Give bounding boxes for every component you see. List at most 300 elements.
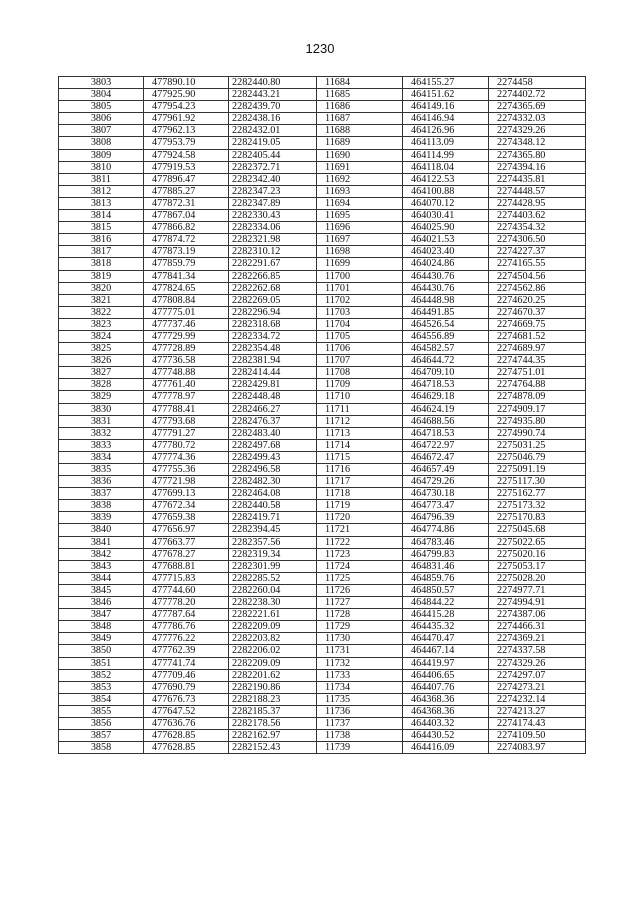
y-coordinate-right-cell: 2274365.80 <box>489 149 586 161</box>
table-row <box>59 149 586 161</box>
y-coordinate-left-cell: 2282291.67 <box>229 258 317 270</box>
point-id-right-cell: 11736 <box>317 705 403 717</box>
y-coordinate-left-cell: 2282466.27 <box>229 403 317 415</box>
table-row <box>59 633 586 645</box>
x-coordinate-right-cell: 464796.39 <box>403 512 489 524</box>
y-coordinate-left-cell: 2282464.08 <box>229 488 317 500</box>
table-row <box>59 246 586 258</box>
point-id-right-cell: 11726 <box>317 584 403 596</box>
point-id-right-cell: 11710 <box>317 391 403 403</box>
table-row <box>59 584 586 596</box>
x-coordinate-right-cell: 464467.14 <box>403 645 489 657</box>
table-row <box>59 548 586 560</box>
x-coordinate-left-cell: 477709.46 <box>144 669 229 681</box>
x-coordinate-left-cell: 477954.23 <box>144 101 229 113</box>
x-coordinate-right-cell: 464114.99 <box>403 149 489 161</box>
table-row <box>59 113 586 125</box>
x-coordinate-right-cell: 464783.46 <box>403 536 489 548</box>
point-id-right-cell: 11690 <box>317 149 403 161</box>
y-coordinate-right-cell: 2274213.27 <box>489 705 586 717</box>
point-id-left-cell: 3823 <box>59 318 144 330</box>
point-id-left-cell: 3835 <box>59 464 144 476</box>
y-coordinate-left-cell: 2282301.99 <box>229 560 317 572</box>
y-coordinate-left-cell: 2282190.86 <box>229 681 317 693</box>
y-coordinate-left-cell: 2282439.70 <box>229 101 317 113</box>
x-coordinate-left-cell: 477874.72 <box>144 234 229 246</box>
x-coordinate-right-cell: 464113.09 <box>403 137 489 149</box>
point-id-left-cell: 3832 <box>59 427 144 439</box>
table-row <box>59 657 586 669</box>
table-row <box>59 693 586 705</box>
x-coordinate-left-cell: 477924.58 <box>144 149 229 161</box>
y-coordinate-right-cell: 2275173.32 <box>489 500 586 512</box>
y-coordinate-right-cell: 2275022.65 <box>489 536 586 548</box>
y-coordinate-right-cell: 2274297.07 <box>489 669 586 681</box>
y-coordinate-left-cell: 2282203.82 <box>229 633 317 645</box>
y-coordinate-right-cell: 2274227.37 <box>489 246 586 258</box>
x-coordinate-right-cell: 464023.40 <box>403 246 489 258</box>
table-row <box>59 669 586 681</box>
x-coordinate-left-cell: 477688.81 <box>144 560 229 572</box>
x-coordinate-right-cell: 464151.62 <box>403 89 489 101</box>
table-row <box>59 222 586 234</box>
point-id-left-cell: 3824 <box>59 330 144 342</box>
table-row <box>59 742 586 754</box>
point-id-left-cell: 3846 <box>59 597 144 609</box>
y-coordinate-right-cell: 2274329.26 <box>489 125 586 137</box>
y-coordinate-left-cell: 2282499.43 <box>229 451 317 463</box>
table-row <box>59 234 586 246</box>
x-coordinate-right-cell: 464122.53 <box>403 173 489 185</box>
table-row <box>59 524 586 536</box>
x-coordinate-right-cell: 464582.57 <box>403 343 489 355</box>
y-coordinate-right-cell: 2274354.32 <box>489 222 586 234</box>
x-coordinate-left-cell: 477729.99 <box>144 330 229 342</box>
table-row <box>59 379 586 391</box>
x-coordinate-right-cell: 464629.18 <box>403 391 489 403</box>
y-coordinate-left-cell: 2282347.23 <box>229 185 317 197</box>
y-coordinate-left-cell: 2282432.01 <box>229 125 317 137</box>
x-coordinate-left-cell: 477780.72 <box>144 439 229 451</box>
point-id-right-cell: 11734 <box>317 681 403 693</box>
point-id-right-cell: 11727 <box>317 597 403 609</box>
y-coordinate-left-cell: 2282185.37 <box>229 705 317 717</box>
y-coordinate-right-cell: 2274365.69 <box>489 101 586 113</box>
x-coordinate-right-cell: 464709.10 <box>403 367 489 379</box>
point-id-left-cell: 3845 <box>59 584 144 596</box>
table-row <box>59 125 586 137</box>
y-coordinate-right-cell: 2274337.58 <box>489 645 586 657</box>
x-coordinate-left-cell: 477824.65 <box>144 282 229 294</box>
x-coordinate-right-cell: 464368.36 <box>403 705 489 717</box>
point-id-left-cell: 3825 <box>59 343 144 355</box>
point-id-left-cell: 3822 <box>59 306 144 318</box>
table-row <box>59 476 586 488</box>
point-id-right-cell: 11712 <box>317 415 403 427</box>
table-row <box>59 89 586 101</box>
point-id-left-cell: 3849 <box>59 633 144 645</box>
point-id-left-cell: 3816 <box>59 234 144 246</box>
y-coordinate-left-cell: 2282414.44 <box>229 367 317 379</box>
y-coordinate-right-cell: 2275028.20 <box>489 572 586 584</box>
y-coordinate-right-cell: 2274458 <box>489 77 586 89</box>
table-row <box>59 330 586 342</box>
x-coordinate-left-cell: 477776.22 <box>144 633 229 645</box>
y-coordinate-right-cell: 2274977.71 <box>489 584 586 596</box>
y-coordinate-left-cell: 2282372.71 <box>229 161 317 173</box>
table-row <box>59 258 586 270</box>
x-coordinate-left-cell: 477791.27 <box>144 427 229 439</box>
point-id-left-cell: 3847 <box>59 609 144 621</box>
table-row <box>59 681 586 693</box>
table-row <box>59 500 586 512</box>
y-coordinate-right-cell: 2274620.25 <box>489 294 586 306</box>
table-row <box>59 609 586 621</box>
table-row <box>59 415 586 427</box>
point-id-right-cell: 11719 <box>317 500 403 512</box>
point-id-right-cell: 11716 <box>317 464 403 476</box>
x-coordinate-left-cell: 477721.98 <box>144 476 229 488</box>
point-id-right-cell: 11694 <box>317 197 403 209</box>
x-coordinate-right-cell: 464799.83 <box>403 548 489 560</box>
point-id-right-cell: 11709 <box>317 379 403 391</box>
y-coordinate-left-cell: 2282152.43 <box>229 742 317 754</box>
x-coordinate-left-cell: 477647.52 <box>144 705 229 717</box>
y-coordinate-right-cell: 2274681.52 <box>489 330 586 342</box>
x-coordinate-right-cell: 464774.86 <box>403 524 489 536</box>
point-id-right-cell: 11704 <box>317 318 403 330</box>
y-coordinate-right-cell: 2274670.37 <box>489 306 586 318</box>
point-id-right-cell: 11701 <box>317 282 403 294</box>
x-coordinate-right-cell: 464406.65 <box>403 669 489 681</box>
x-coordinate-left-cell: 477636.76 <box>144 717 229 729</box>
point-id-left-cell: 3808 <box>59 137 144 149</box>
x-coordinate-left-cell: 477962.13 <box>144 125 229 137</box>
y-coordinate-left-cell: 2282266.85 <box>229 270 317 282</box>
x-coordinate-right-cell: 464430.76 <box>403 282 489 294</box>
table-row <box>59 717 586 729</box>
x-coordinate-right-cell: 464722.97 <box>403 439 489 451</box>
y-coordinate-right-cell: 2274562.86 <box>489 282 586 294</box>
x-coordinate-right-cell: 464155.27 <box>403 77 489 89</box>
point-id-right-cell: 11703 <box>317 306 403 318</box>
y-coordinate-left-cell: 2282201.62 <box>229 669 317 681</box>
point-id-right-cell: 11702 <box>317 294 403 306</box>
x-coordinate-left-cell: 477787.64 <box>144 609 229 621</box>
point-id-left-cell: 3804 <box>59 89 144 101</box>
point-id-right-cell: 11708 <box>317 367 403 379</box>
y-coordinate-right-cell: 2274403.62 <box>489 210 586 222</box>
x-coordinate-left-cell: 477744.60 <box>144 584 229 596</box>
x-coordinate-right-cell: 464430.52 <box>403 730 489 742</box>
y-coordinate-right-cell: 2274332.03 <box>489 113 586 125</box>
x-coordinate-left-cell: 477659.38 <box>144 512 229 524</box>
table-row <box>59 77 586 89</box>
y-coordinate-left-cell: 2282440.58 <box>229 500 317 512</box>
y-coordinate-right-cell: 2274174.43 <box>489 717 586 729</box>
x-coordinate-right-cell: 464403.32 <box>403 717 489 729</box>
table-row <box>59 343 586 355</box>
point-id-right-cell: 11737 <box>317 717 403 729</box>
y-coordinate-left-cell: 2282188.23 <box>229 693 317 705</box>
point-id-right-cell: 11691 <box>317 161 403 173</box>
x-coordinate-left-cell: 477737.46 <box>144 318 229 330</box>
point-id-left-cell: 3820 <box>59 282 144 294</box>
y-coordinate-right-cell: 2274935.80 <box>489 415 586 427</box>
point-id-right-cell: 11733 <box>317 669 403 681</box>
x-coordinate-right-cell: 464773.47 <box>403 500 489 512</box>
x-coordinate-left-cell: 477778.20 <box>144 597 229 609</box>
point-id-left-cell: 3856 <box>59 717 144 729</box>
y-coordinate-left-cell: 2282381.94 <box>229 355 317 367</box>
coordinate-table <box>58 76 586 754</box>
x-coordinate-left-cell: 477741.74 <box>144 657 229 669</box>
table-row <box>59 161 586 173</box>
point-id-left-cell: 3844 <box>59 572 144 584</box>
point-id-left-cell: 3821 <box>59 294 144 306</box>
table-row <box>59 101 586 113</box>
point-id-left-cell: 3848 <box>59 621 144 633</box>
y-coordinate-right-cell: 2274448.57 <box>489 185 586 197</box>
y-coordinate-left-cell: 2282321.98 <box>229 234 317 246</box>
point-id-left-cell: 3851 <box>59 657 144 669</box>
y-coordinate-left-cell: 2282419.05 <box>229 137 317 149</box>
y-coordinate-right-cell: 2275053.17 <box>489 560 586 572</box>
y-coordinate-left-cell: 2282310.12 <box>229 246 317 258</box>
y-coordinate-left-cell: 2282405.44 <box>229 149 317 161</box>
x-coordinate-left-cell: 477778.97 <box>144 391 229 403</box>
y-coordinate-right-cell: 2274394.16 <box>489 161 586 173</box>
x-coordinate-right-cell: 464672.47 <box>403 451 489 463</box>
point-id-left-cell: 3836 <box>59 476 144 488</box>
y-coordinate-left-cell: 2282269.05 <box>229 294 317 306</box>
x-coordinate-left-cell: 477656.97 <box>144 524 229 536</box>
point-id-right-cell: 11724 <box>317 560 403 572</box>
point-id-left-cell: 3803 <box>59 77 144 89</box>
point-id-right-cell: 11723 <box>317 548 403 560</box>
point-id-right-cell: 11689 <box>317 137 403 149</box>
x-coordinate-right-cell: 464850.57 <box>403 584 489 596</box>
point-id-left-cell: 3806 <box>59 113 144 125</box>
x-coordinate-left-cell: 477628.85 <box>144 742 229 754</box>
point-id-left-cell: 3833 <box>59 439 144 451</box>
x-coordinate-left-cell: 477873.19 <box>144 246 229 258</box>
point-id-left-cell: 3805 <box>59 101 144 113</box>
y-coordinate-left-cell: 2282296.94 <box>229 306 317 318</box>
x-coordinate-left-cell: 477690.79 <box>144 681 229 693</box>
x-coordinate-left-cell: 477672.34 <box>144 500 229 512</box>
x-coordinate-right-cell: 464718.53 <box>403 379 489 391</box>
point-id-left-cell: 3827 <box>59 367 144 379</box>
y-coordinate-right-cell: 2274751.01 <box>489 367 586 379</box>
point-id-right-cell: 11697 <box>317 234 403 246</box>
table-row <box>59 391 586 403</box>
y-coordinate-right-cell: 2275020.16 <box>489 548 586 560</box>
point-id-right-cell: 11730 <box>317 633 403 645</box>
y-coordinate-left-cell: 2282394.45 <box>229 524 317 536</box>
point-id-left-cell: 3841 <box>59 536 144 548</box>
y-coordinate-left-cell: 2282162.97 <box>229 730 317 742</box>
x-coordinate-left-cell: 477953.79 <box>144 137 229 149</box>
y-coordinate-right-cell: 2274273.21 <box>489 681 586 693</box>
x-coordinate-right-cell: 464556.89 <box>403 330 489 342</box>
x-coordinate-right-cell: 464859.76 <box>403 572 489 584</box>
x-coordinate-left-cell: 477775.01 <box>144 306 229 318</box>
y-coordinate-right-cell: 2275117.30 <box>489 476 586 488</box>
x-coordinate-left-cell: 477919.53 <box>144 161 229 173</box>
point-id-left-cell: 3842 <box>59 548 144 560</box>
y-coordinate-left-cell: 2282206.02 <box>229 645 317 657</box>
y-coordinate-right-cell: 2274329.26 <box>489 657 586 669</box>
y-coordinate-right-cell: 2275045.68 <box>489 524 586 536</box>
y-coordinate-left-cell: 2282476.37 <box>229 415 317 427</box>
point-id-left-cell: 3850 <box>59 645 144 657</box>
x-coordinate-right-cell: 464021.53 <box>403 234 489 246</box>
y-coordinate-right-cell: 2274402.72 <box>489 89 586 101</box>
y-coordinate-left-cell: 2282443.21 <box>229 89 317 101</box>
point-id-right-cell: 11695 <box>317 210 403 222</box>
x-coordinate-right-cell: 464657.49 <box>403 464 489 476</box>
y-coordinate-left-cell: 2282209.09 <box>229 621 317 633</box>
table-row <box>59 488 586 500</box>
x-coordinate-right-cell: 464419.97 <box>403 657 489 669</box>
point-id-right-cell: 11717 <box>317 476 403 488</box>
x-coordinate-left-cell: 477961.92 <box>144 113 229 125</box>
y-coordinate-right-cell: 2274878.09 <box>489 391 586 403</box>
table-row <box>59 282 586 294</box>
x-coordinate-left-cell: 477872.31 <box>144 197 229 209</box>
x-coordinate-left-cell: 477859.79 <box>144 258 229 270</box>
point-id-right-cell: 11714 <box>317 439 403 451</box>
x-coordinate-right-cell: 464435.32 <box>403 621 489 633</box>
y-coordinate-right-cell: 2274466.31 <box>489 621 586 633</box>
y-coordinate-left-cell: 2282354.48 <box>229 343 317 355</box>
x-coordinate-left-cell: 477715.83 <box>144 572 229 584</box>
y-coordinate-left-cell: 2282496.58 <box>229 464 317 476</box>
y-coordinate-left-cell: 2282319.34 <box>229 548 317 560</box>
x-coordinate-left-cell: 477866.82 <box>144 222 229 234</box>
y-coordinate-left-cell: 2282330.43 <box>229 210 317 222</box>
point-id-left-cell: 3829 <box>59 391 144 403</box>
x-coordinate-right-cell: 464407.76 <box>403 681 489 693</box>
y-coordinate-right-cell: 2274387.06 <box>489 609 586 621</box>
point-id-left-cell: 3826 <box>59 355 144 367</box>
table-row <box>59 403 586 415</box>
table-row <box>59 355 586 367</box>
x-coordinate-right-cell: 464624.19 <box>403 403 489 415</box>
point-id-right-cell: 11715 <box>317 451 403 463</box>
y-coordinate-left-cell: 2282440.80 <box>229 77 317 89</box>
x-coordinate-right-cell: 464718.53 <box>403 427 489 439</box>
x-coordinate-right-cell: 464070.12 <box>403 197 489 209</box>
point-id-left-cell: 3815 <box>59 222 144 234</box>
x-coordinate-right-cell: 464118.04 <box>403 161 489 173</box>
y-coordinate-right-cell: 2274428.95 <box>489 197 586 209</box>
point-id-right-cell: 11721 <box>317 524 403 536</box>
y-coordinate-left-cell: 2282209.09 <box>229 657 317 669</box>
point-id-left-cell: 3853 <box>59 681 144 693</box>
y-coordinate-left-cell: 2282318.68 <box>229 318 317 330</box>
point-id-left-cell: 3818 <box>59 258 144 270</box>
table-row <box>59 560 586 572</box>
point-id-right-cell: 11729 <box>317 621 403 633</box>
y-coordinate-left-cell: 2282482.30 <box>229 476 317 488</box>
point-id-left-cell: 3812 <box>59 185 144 197</box>
y-coordinate-right-cell: 2275170.83 <box>489 512 586 524</box>
table-row <box>59 173 586 185</box>
x-coordinate-right-cell: 464416.09 <box>403 742 489 754</box>
x-coordinate-right-cell: 464688.56 <box>403 415 489 427</box>
table-row <box>59 464 586 476</box>
point-id-right-cell: 11700 <box>317 270 403 282</box>
table-row <box>59 185 586 197</box>
table-row <box>59 597 586 609</box>
point-id-left-cell: 3807 <box>59 125 144 137</box>
point-id-left-cell: 3819 <box>59 270 144 282</box>
point-id-left-cell: 3852 <box>59 669 144 681</box>
y-coordinate-left-cell: 2282221.61 <box>229 609 317 621</box>
table-row <box>59 512 586 524</box>
point-id-left-cell: 3828 <box>59 379 144 391</box>
y-coordinate-right-cell: 2275046.79 <box>489 451 586 463</box>
point-id-left-cell: 3834 <box>59 451 144 463</box>
y-coordinate-right-cell: 2275162.77 <box>489 488 586 500</box>
x-coordinate-right-cell: 464126.96 <box>403 125 489 137</box>
point-id-right-cell: 11688 <box>317 125 403 137</box>
y-coordinate-left-cell: 2282497.68 <box>229 439 317 451</box>
point-id-left-cell: 3817 <box>59 246 144 258</box>
table-row <box>59 137 586 149</box>
table-row <box>59 318 586 330</box>
x-coordinate-right-cell: 464644.72 <box>403 355 489 367</box>
point-id-right-cell: 11725 <box>317 572 403 584</box>
table-row <box>59 572 586 584</box>
table-row <box>59 705 586 717</box>
x-coordinate-left-cell: 477896.47 <box>144 173 229 185</box>
table-row <box>59 645 586 657</box>
point-id-right-cell: 11722 <box>317 536 403 548</box>
point-id-left-cell: 3839 <box>59 512 144 524</box>
table-row <box>59 210 586 222</box>
point-id-right-cell: 11732 <box>317 657 403 669</box>
point-id-right-cell: 11707 <box>317 355 403 367</box>
coordinate-table-body <box>59 77 586 754</box>
x-coordinate-left-cell: 477890.10 <box>144 77 229 89</box>
y-coordinate-left-cell: 2282483.40 <box>229 427 317 439</box>
y-coordinate-right-cell: 2275091.19 <box>489 464 586 476</box>
x-coordinate-left-cell: 477736.58 <box>144 355 229 367</box>
y-coordinate-left-cell: 2282342.40 <box>229 173 317 185</box>
x-coordinate-left-cell: 477786.76 <box>144 621 229 633</box>
x-coordinate-left-cell: 477628.85 <box>144 730 229 742</box>
x-coordinate-left-cell: 477841.34 <box>144 270 229 282</box>
x-coordinate-right-cell: 464470.47 <box>403 633 489 645</box>
point-id-left-cell: 3854 <box>59 693 144 705</box>
point-id-left-cell: 3813 <box>59 197 144 209</box>
y-coordinate-right-cell: 2274669.75 <box>489 318 586 330</box>
y-coordinate-right-cell: 2274306.50 <box>489 234 586 246</box>
x-coordinate-right-cell: 464415.28 <box>403 609 489 621</box>
table-row <box>59 621 586 633</box>
point-id-right-cell: 11720 <box>317 512 403 524</box>
x-coordinate-left-cell: 477762.39 <box>144 645 229 657</box>
point-id-left-cell: 3831 <box>59 415 144 427</box>
x-coordinate-right-cell: 464368.36 <box>403 693 489 705</box>
x-coordinate-right-cell: 464430.76 <box>403 270 489 282</box>
table-row <box>59 270 586 282</box>
x-coordinate-right-cell: 464149.16 <box>403 101 489 113</box>
y-coordinate-left-cell: 2282357.56 <box>229 536 317 548</box>
